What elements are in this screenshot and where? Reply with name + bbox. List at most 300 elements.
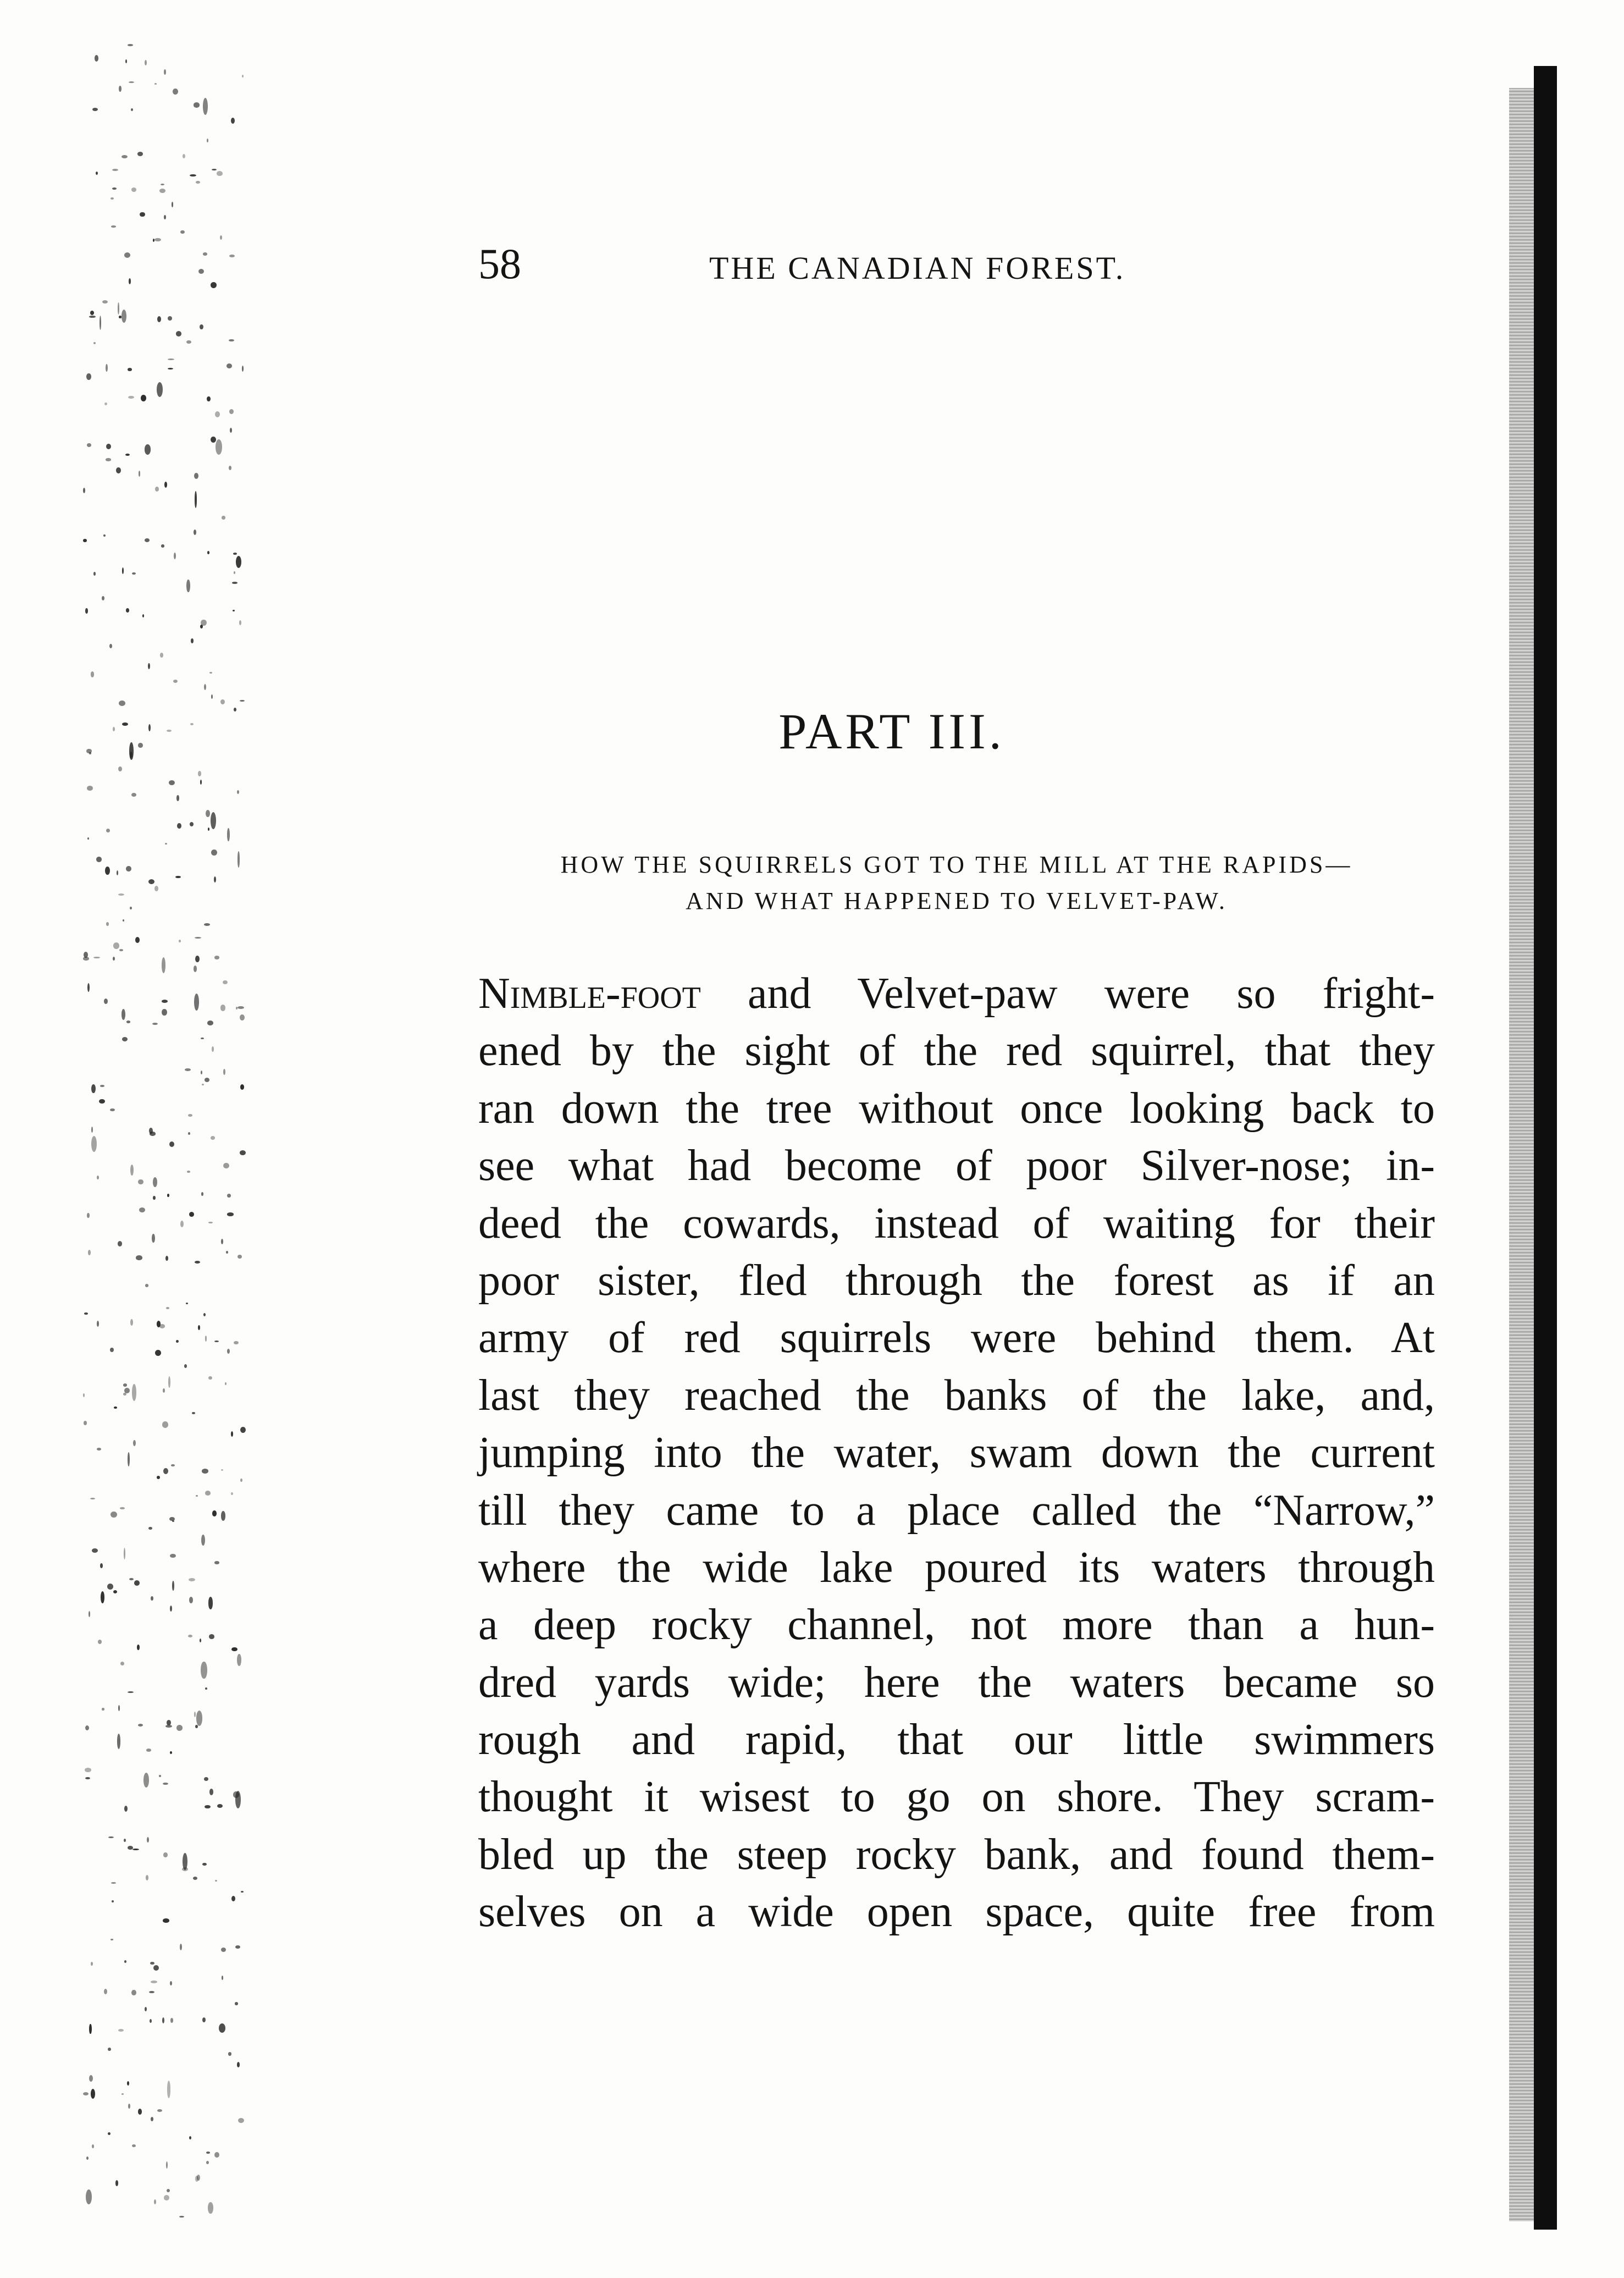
scan-speck <box>164 2195 169 2200</box>
text-line: ran down the tree without once looking back to <box>478 1084 1435 1133</box>
scan-speck <box>232 582 238 584</box>
scan-speck <box>219 2023 225 2033</box>
scan-speck <box>212 169 216 170</box>
scan-speck <box>196 1711 203 1726</box>
text-line: poor sister, fled through the forest as if an <box>478 1256 1435 1305</box>
scan-speck <box>137 1645 139 1650</box>
scan-speck <box>112 1900 114 1902</box>
scan-speck <box>128 1452 130 1466</box>
scan-speck <box>237 2062 240 2067</box>
scan-speck <box>207 396 210 402</box>
scan-speck <box>151 1596 153 1601</box>
scan-speck <box>175 876 181 879</box>
scan-speck <box>148 879 154 884</box>
scan-speck <box>215 411 220 417</box>
scan-speck <box>194 994 199 1011</box>
scan-speck <box>111 225 116 228</box>
scan-speck <box>231 1896 235 1901</box>
scan-speck <box>237 1006 244 1009</box>
scan-speck <box>145 1284 148 1287</box>
scan-speck <box>200 324 203 329</box>
text-line: a deep rocky channel, not more than a hun- <box>478 1601 1435 1650</box>
scan-speck <box>154 2199 156 2204</box>
scan-speck <box>104 402 107 406</box>
scan-speck <box>172 1520 174 1522</box>
scan-speck <box>138 1179 143 1185</box>
binding-scan-noise <box>82 44 253 2232</box>
scan-speck <box>150 1962 154 1965</box>
scan-speck <box>164 215 166 219</box>
scan-speck <box>225 1382 227 1385</box>
scan-speck <box>97 1176 99 1179</box>
text-line: dred yards wide; here the waters became so <box>478 1658 1435 1707</box>
scan-speck <box>165 1725 172 1728</box>
scan-speck <box>180 1944 182 1950</box>
scan-speck <box>186 340 191 344</box>
scan-speck <box>167 2189 170 2192</box>
scan-speck <box>205 1805 210 1809</box>
scan-speck <box>91 1136 97 1152</box>
scan-speck <box>231 1492 233 1495</box>
scan-speck <box>174 553 176 559</box>
scan-speck <box>212 1510 217 1516</box>
scan-speck <box>145 2007 147 2011</box>
scan-speck <box>168 316 172 321</box>
scan-speck <box>124 1548 125 1559</box>
scan-speck <box>102 596 104 600</box>
scan-speck <box>151 2117 153 2121</box>
scan-speck <box>208 1376 212 1380</box>
scan-speck <box>90 1498 95 1499</box>
scan-speck <box>124 1839 126 1842</box>
scan-speck <box>119 86 121 92</box>
scan-speck <box>145 538 150 542</box>
scan-speck <box>119 316 121 318</box>
scan-speck <box>223 1163 229 1169</box>
scan-speck <box>134 1580 140 1586</box>
scan-speck <box>163 1783 168 1785</box>
scan-speck <box>121 310 126 323</box>
scan-speck <box>87 837 90 840</box>
scan-speck <box>201 620 206 626</box>
scan-speck <box>229 409 234 414</box>
text-line: jumping into the water, swam down the current <box>478 1428 1435 1477</box>
scan-speck <box>120 1662 124 1665</box>
scan-speck <box>118 302 119 315</box>
scan-speck <box>222 516 225 520</box>
scan-speck <box>130 907 132 910</box>
scan-speck <box>88 1250 91 1255</box>
scan-speck <box>133 1440 136 1446</box>
scan-speck <box>122 1037 128 1041</box>
scan-speck <box>112 187 117 190</box>
scan-speck <box>111 197 114 200</box>
scan-speck <box>100 316 101 330</box>
scan-speck <box>128 368 132 371</box>
scan-speck <box>242 366 244 372</box>
scan-speck <box>86 2189 92 2204</box>
scan-speck <box>196 181 200 184</box>
scan-speck <box>172 1581 174 1591</box>
scan-speck <box>167 2081 170 2098</box>
scan-speck <box>157 382 163 397</box>
scan-speck <box>92 108 98 111</box>
scan-speck <box>227 1212 234 1216</box>
scan-speck <box>205 1078 209 1082</box>
scan-speck <box>193 1877 198 1880</box>
scan-speck <box>87 786 92 791</box>
scan-speck <box>117 870 118 875</box>
scan-speck <box>194 1712 196 1717</box>
scan-speck <box>211 1136 215 1140</box>
scan-speck <box>203 98 208 115</box>
scan-speck <box>106 444 111 449</box>
scan-speck <box>111 1939 113 1940</box>
scan-speck <box>231 1431 233 1437</box>
scan-speck <box>164 69 166 75</box>
scan-speck <box>87 983 90 992</box>
scan-speck <box>154 238 161 242</box>
scan-speck <box>227 1194 231 1197</box>
scan-speck <box>126 1021 130 1023</box>
scan-speck <box>176 331 181 336</box>
scan-speck <box>237 790 239 794</box>
text-line: selves on a wide open space, quite free from <box>478 1888 1435 1937</box>
scan-speck <box>157 2109 162 2112</box>
scan-speck <box>154 886 158 891</box>
scan-speck <box>118 766 122 772</box>
scan-speck <box>165 843 167 845</box>
scan-speck <box>95 55 98 61</box>
scan-speck <box>233 610 235 611</box>
text-line <box>478 965 1435 1022</box>
scan-speck <box>111 1882 115 1884</box>
scan-speck <box>208 2202 213 2214</box>
scan-speck <box>195 1725 197 1728</box>
scan-speck <box>173 89 178 95</box>
scan-speck <box>216 439 222 455</box>
scan-speck <box>176 1725 183 1731</box>
scan-speck <box>112 169 119 171</box>
scan-speck <box>208 1222 213 1223</box>
scan-speck <box>100 1563 103 1568</box>
scan-speck <box>102 300 108 304</box>
scan-speck <box>103 534 106 537</box>
scan-speck <box>84 1421 87 1425</box>
scan-speck <box>152 1234 155 1243</box>
scan-speck <box>221 1948 226 1952</box>
scan-speck <box>93 342 96 344</box>
scan-speck <box>235 2002 238 2005</box>
scan-speck <box>148 663 150 669</box>
scan-speck <box>233 553 237 555</box>
text-line: see what had become of poor Silver-nose; in- <box>478 1141 1435 1190</box>
scan-speck <box>211 282 217 288</box>
scan-speck <box>189 1578 195 1581</box>
scan-speck <box>170 1554 176 1558</box>
scan-speck <box>200 1639 201 1642</box>
scan-speck <box>111 1512 117 1518</box>
scan-speck <box>209 1634 214 1639</box>
scan-speck <box>188 1132 190 1135</box>
scan-speck <box>125 454 130 456</box>
scan-speck <box>85 608 87 614</box>
scan-speck <box>162 1000 168 1003</box>
scan-speck <box>121 1009 125 1020</box>
scan-speck <box>206 2152 210 2154</box>
chapter-subtitle-line: HOW THE SQUIRRELS GOT TO THE MILL AT THE RAPIDS— <box>560 851 1353 878</box>
scan-speck <box>87 1213 89 1218</box>
scan-speck <box>110 1108 115 1111</box>
scan-speck <box>240 1014 245 1021</box>
scan-speck <box>151 1981 157 1983</box>
scan-speck <box>215 1880 217 1882</box>
scan-speck <box>162 1009 167 1016</box>
scan-speck <box>179 2216 184 2218</box>
scan-speck <box>198 1325 200 1330</box>
scan-speck <box>171 1464 175 1466</box>
scan-speck <box>231 1647 237 1652</box>
scan-speck <box>142 614 144 617</box>
scan-speck <box>209 1789 214 1795</box>
scan-speck <box>136 1255 142 1260</box>
scan-speck <box>149 1991 154 1994</box>
scan-speck <box>195 937 201 939</box>
scan-speck <box>148 1527 152 1530</box>
scan-speck <box>189 1212 194 1217</box>
scan-speck <box>131 187 136 192</box>
scan-speck <box>204 684 206 690</box>
scan-speck <box>226 1251 228 1254</box>
scan-speck <box>146 1875 148 1880</box>
scan-speck <box>211 850 217 856</box>
scan-speck <box>116 467 121 474</box>
scan-speck <box>91 671 95 677</box>
page-edge-shadow <box>1534 66 1557 2230</box>
scan-speck <box>170 2018 173 2022</box>
scan-speck <box>108 1836 114 1839</box>
scan-speck <box>229 255 235 258</box>
scan-speck <box>163 1852 167 1857</box>
scan-speck <box>86 373 91 380</box>
scan-speck <box>150 2019 152 2023</box>
scan-speck <box>135 937 140 943</box>
scan-speck <box>157 1321 161 1327</box>
scan-speck <box>167 1194 169 1196</box>
scan-speck <box>235 1791 241 1809</box>
scan-speck <box>106 922 109 925</box>
scan-speck <box>228 2052 232 2055</box>
scan-speck <box>83 539 87 542</box>
scan-speck <box>113 942 119 949</box>
scan-speck <box>107 1584 113 1590</box>
scan-speck <box>188 1635 193 1637</box>
scan-speck <box>97 1448 101 1450</box>
scan-speck <box>127 2081 129 2086</box>
scan-speck <box>207 139 208 142</box>
scan-speck <box>205 1687 207 1689</box>
scan-speck <box>123 1383 127 1386</box>
scan-speck <box>141 395 146 401</box>
text-line: deed the cowards, instead of waiting for their <box>478 1199 1435 1248</box>
scan-speck <box>198 269 204 274</box>
scan-speck <box>138 1724 143 1727</box>
scan-speck <box>231 118 235 124</box>
scan-speck <box>169 780 175 785</box>
scan-speck <box>201 1071 203 1074</box>
scan-speck <box>104 1989 107 1994</box>
scan-speck <box>96 857 102 862</box>
scan-speck <box>165 1256 168 1261</box>
scan-speck <box>108 2132 111 2135</box>
scan-speck <box>207 551 209 554</box>
body-text <box>478 965 1435 1941</box>
scan-speck <box>168 1376 170 1388</box>
scan-speck <box>85 1777 91 1780</box>
scan-speck <box>120 1507 125 1509</box>
scan-speck <box>118 1705 120 1711</box>
scan-speck <box>143 1773 149 1787</box>
scan-speck <box>100 1085 105 1087</box>
scan-speck <box>113 1590 117 1593</box>
scan-speck <box>155 487 159 492</box>
scan-speck <box>118 1241 123 1246</box>
scan-speck <box>159 1775 161 1777</box>
scan-speck <box>121 2093 124 2095</box>
scan-speck <box>128 1691 134 1693</box>
scan-speck <box>198 771 201 776</box>
scan-speck <box>183 154 185 158</box>
scan-speck <box>206 2161 209 2164</box>
scan-speck <box>227 1349 230 1354</box>
scan-speck <box>137 152 143 156</box>
scan-speck <box>139 1207 146 1212</box>
scan-speck <box>180 1221 184 1227</box>
scan-speck <box>130 1165 134 1176</box>
scan-speck <box>97 1321 99 1326</box>
scan-speck <box>208 1597 213 1609</box>
scan-speck <box>152 1023 158 1025</box>
scan-speck <box>163 1918 169 1923</box>
scan-speck <box>202 2017 206 2022</box>
scan-speck <box>128 396 134 399</box>
scan-speck <box>91 1127 93 1133</box>
scan-speck <box>202 1863 207 1866</box>
text-line: bled up the steep rocky bank, and found them- <box>478 1830 1435 1879</box>
scan-speck <box>89 316 96 318</box>
scan-speck <box>122 567 124 574</box>
scan-speck <box>209 672 212 674</box>
scan-speck <box>161 184 164 185</box>
scan-speck <box>131 1990 136 1996</box>
text-line: rough and rapid, that our little swimmers <box>478 1716 1435 1764</box>
scan-speck <box>93 957 100 959</box>
scan-speck <box>129 278 131 284</box>
scan-speck <box>229 466 231 470</box>
scan-speck <box>201 1662 207 1679</box>
scan-speck <box>123 919 125 922</box>
scan-speck <box>126 608 129 613</box>
scan-speck <box>128 2104 130 2109</box>
scan-speck <box>222 1976 223 1980</box>
scan-speck <box>176 1340 179 1343</box>
scan-speck <box>237 1255 242 1259</box>
scan-speck <box>159 189 165 193</box>
scan-speck <box>206 810 210 817</box>
scan-speck <box>208 828 209 831</box>
scan-speck <box>241 1891 244 1893</box>
scan-speck <box>91 2089 95 2099</box>
scan-speck <box>212 1046 214 1051</box>
scan-speck <box>85 1725 89 1730</box>
scan-speck <box>214 1561 220 1564</box>
scan-speck <box>227 363 232 368</box>
scan-speck <box>195 1261 200 1264</box>
scan-speck <box>113 957 115 961</box>
scan-speck <box>124 1388 130 1393</box>
scan-speck <box>217 171 222 176</box>
scan-speck <box>240 1084 244 1090</box>
scan-speck <box>205 1491 211 1496</box>
scan-speck <box>130 1319 133 1326</box>
scan-speck <box>237 1654 241 1666</box>
scan-speck <box>160 653 163 658</box>
scan-speck <box>201 1038 204 1040</box>
text-line: where the wide lake poured its waters through <box>478 1543 1435 1592</box>
scan-speck <box>169 1141 175 1148</box>
scan-speck <box>195 956 200 962</box>
scan-speck <box>121 155 128 158</box>
scan-speck <box>145 60 147 66</box>
scan-speck <box>101 1591 104 1603</box>
scan-speck <box>217 1804 223 1808</box>
scan-speck <box>204 923 210 926</box>
page-number: 58 <box>478 240 521 288</box>
scan-speck <box>132 1849 139 1850</box>
scan-speck <box>170 1606 172 1612</box>
scan-speck <box>86 2156 89 2160</box>
scan-speck <box>89 1611 91 1617</box>
scan-speck <box>189 1597 193 1603</box>
scan-speck <box>170 1981 172 1985</box>
scan-speck <box>119 949 124 951</box>
scan-speck <box>164 482 167 488</box>
scan-speck <box>201 1535 205 1546</box>
scan-speck <box>168 368 173 369</box>
scan-speck <box>190 822 194 826</box>
scan-speck <box>110 1348 114 1352</box>
scan-speck <box>221 1239 223 1244</box>
scan-speck <box>118 2029 124 2032</box>
text-line: army of red squirrels were behind them. At <box>478 1314 1435 1363</box>
scan-speck <box>163 1468 168 1474</box>
scan-speck <box>176 795 179 801</box>
scan-speck <box>207 1021 214 1025</box>
scan-speck <box>106 364 108 372</box>
part-title: PART III. <box>778 703 1005 759</box>
scan-speck <box>195 491 197 508</box>
scan-speck <box>201 1192 203 1196</box>
scan-speck <box>99 1099 104 1104</box>
scan-speck <box>128 44 133 46</box>
scan-speck <box>194 473 198 479</box>
scan-speck <box>180 230 184 234</box>
scan-speck <box>205 1336 207 1341</box>
scan-speck <box>203 1313 206 1316</box>
scan-speck <box>240 1427 246 1433</box>
scan-speck <box>123 1393 126 1396</box>
scan-speck <box>236 556 241 568</box>
